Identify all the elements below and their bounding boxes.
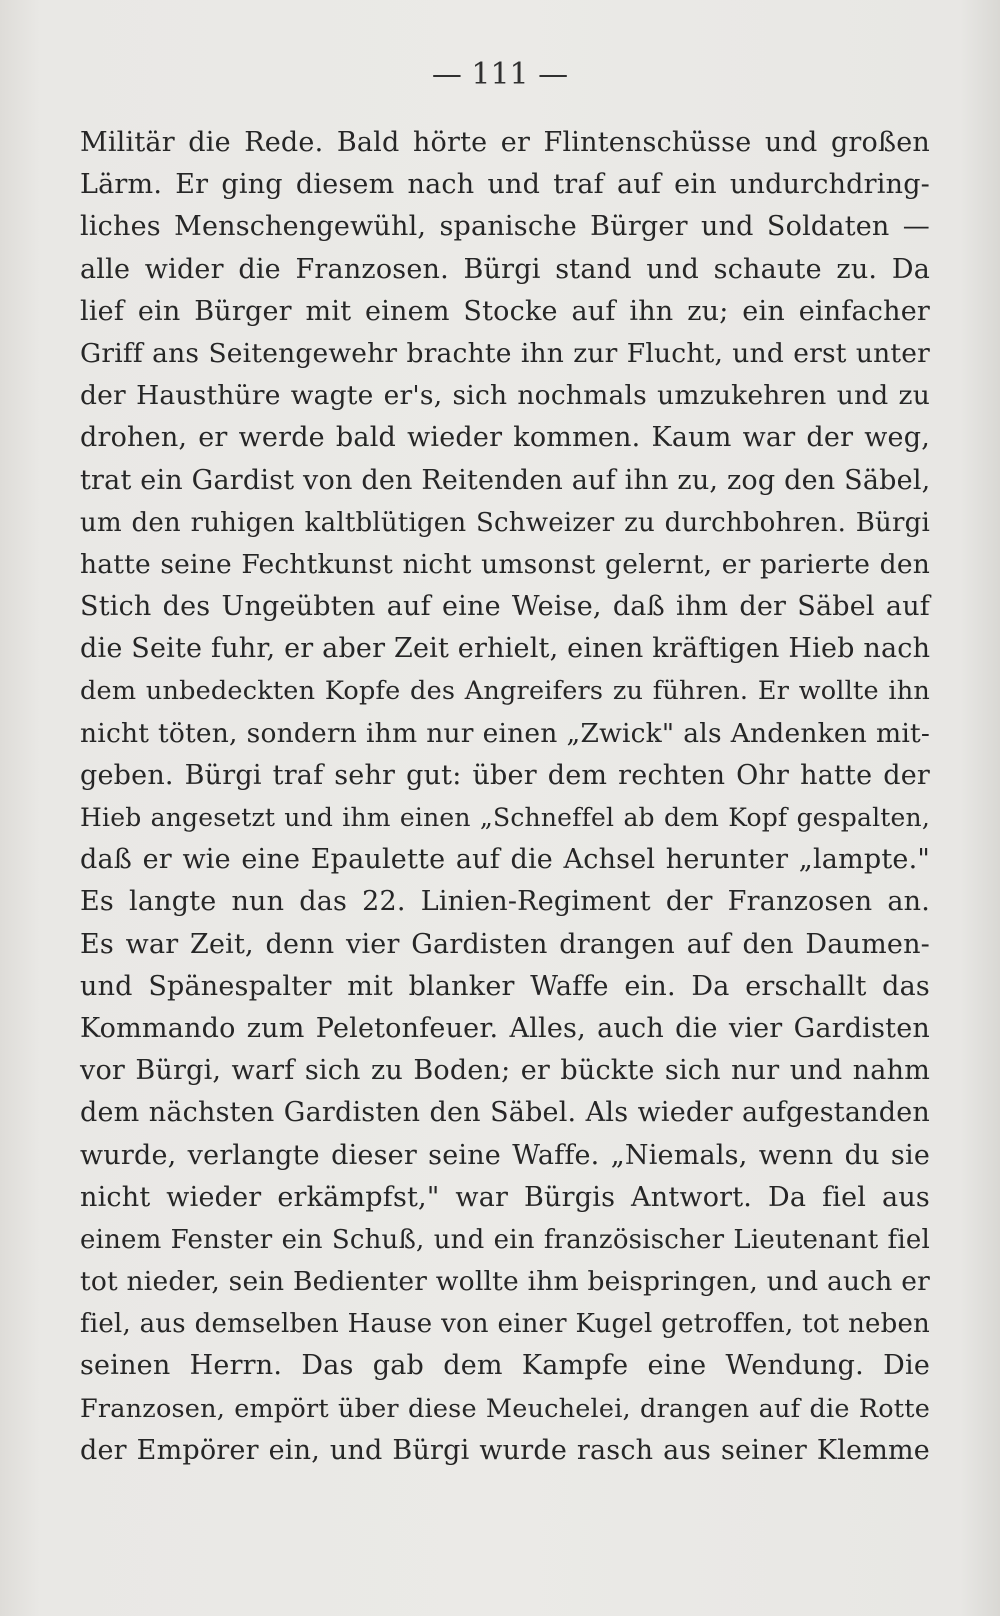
text-line: trat ein Gardist von den Reitenden auf ihn zu, zog den Säbel, [80, 464, 931, 496]
text-line: und Spänespalter mit blanker Waffe ein. Da erschallt das [80, 970, 930, 1002]
text-line: fiel, aus demselben Hause von einer Kugel getroffen, tot neben [80, 1309, 930, 1340]
text-line: seinen Herrn. Das gab dem Kampfe eine Wendung. Die [80, 1350, 930, 1382]
text-line: dem unbedeckten Kopfe des Angreifers zu führen. Er wollte ihn [80, 676, 930, 707]
text-line: Lärm. Er ging diesem nach und traf auf ein undurchdring- [80, 169, 930, 201]
text-line: die Seite fuhr, er aber Zeit erhielt, einen kräftigen Hieb nach [80, 633, 931, 665]
text-line: der Empörer ein, und Bürgi wurde rasch aus seiner Klemme [80, 1434, 930, 1466]
text-line: Militär die Rede. Bald hörte er Flintenschüsse und großen [80, 127, 930, 158]
text-line: der Hausthüre wagte er's, sich nochmals umzukehren und zu [80, 380, 930, 412]
text-line: Kommando zum Peletonfeuer. Alles, auch die vier Gardisten [80, 1012, 930, 1044]
text-line: tot nieder, sein Bedienter wollte ihm beispringen, und auch er [80, 1266, 930, 1298]
text-line: nicht töten, sondern ihm nur einen „Zwick" als Andenken mit- [80, 717, 930, 749]
text-line: daß er wie eine Epaulette auf die Achsel herunter „lampte." [80, 844, 930, 876]
text-line: Hieb angesetzt und ihm einen „Schneffel ab dem Kopf gespalten, [80, 803, 930, 832]
text-line: lief ein Bürger mit einem Stocke auf ihn zu; ein einfacher [80, 295, 930, 327]
text-line: Es langte nun das 22. Linien-Regiment der Franzosen an. [80, 886, 930, 918]
text-line: einem Fenster ein Schuß, und ein französischer Lieutenant fiel [80, 1224, 930, 1255]
body-text [80, 122, 930, 1472]
text-line: wurde, verlangte dieser seine Waffe. „Niemals, wenn du sie [80, 1139, 930, 1171]
text-line: nicht wieder erkämpfst," war Bürgis Antwort. Da fiel aus [80, 1181, 930, 1213]
text-line: Es war Zeit, denn vier Gardisten drangen auf den Daumen- [80, 928, 930, 960]
text-line: geben. Bürgi traf sehr gut: über dem rechten Ohr hatte der [80, 759, 930, 791]
text-line: Stich des Ungeübten auf eine Weise, daß ihm der Säbel auf [80, 591, 930, 623]
page-number: — 111 — [431, 57, 569, 92]
text-line: um den ruhigen kaltblütigen Schweizer zu durchbohren. Bürgi [80, 507, 930, 538]
text-line: Franzosen, empört über diese Meuchelei, drangen auf die Rotte [80, 1393, 930, 1424]
text-line: alle wider die Franzosen. Bürgi stand und schaute zu. Da [80, 253, 930, 285]
text-line: liches Menschengewühl, spanische Bürger und Soldaten — [80, 211, 930, 243]
text-line: hatte seine Fechtkunst nicht umsonst gelernt, er parierte den [80, 548, 930, 580]
text-line: vor Bürgi, warf sich zu Boden; er bückte sich nur und nahm [80, 1055, 930, 1087]
text-line: Griff ans Seitengewehr brachte ihn zur Flucht, und erst unter [80, 337, 930, 369]
text-line: dem nächsten Gardisten den Säbel. Als wieder aufgestanden [80, 1097, 930, 1129]
text-line: drohen, er werde bald wieder kommen. Kaum war der weg, [80, 422, 930, 454]
